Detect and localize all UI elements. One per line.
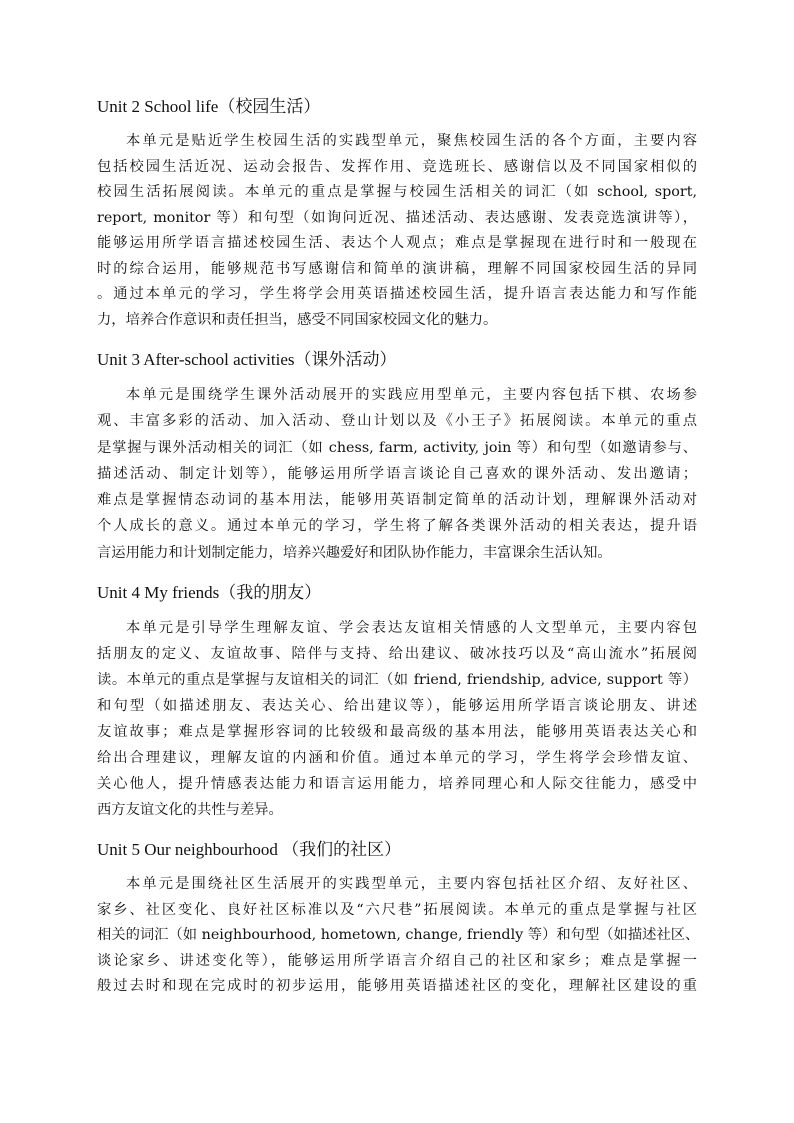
paragraph-line: 家乡、社区变化、良好社区标准以及“六尺巷”拓展阅读。本单元的重点是掌握与社区 [97,901,697,918]
unit-2-paragraph [97,129,697,333]
paragraph-line: 关心他人，提升情感表达能力和语言运用能力，培养同理心和人际交往能力，感受中 [97,776,697,793]
paragraph-line: 本单元是引导学生理解友谊、学会表达友谊相关情感的人文型单元，主要内容包 [126,620,697,637]
unit-2-section [97,94,697,333]
unit-4-title: Unit 4 My friends（我的朋友） [97,583,322,603]
paragraph-line: 般过去时和现在完成时的初步运用，能够用英语描述社区的变化，理解社区建设的重 [97,978,697,995]
paragraph-line: 描述活动、制定计划等），能够运用所学语言谈论自己喜欢的课外活动、发出邀请； [97,465,697,482]
paragraph-line: 言运用能力和计划制定能力，培养兴趣爱好和团队协作能力，丰富课余生活认知。 [97,544,612,561]
paragraph-line: 本单元是围绕学生课外活动展开的实践应用型单元，主要内容包括下棋、农场参 [126,387,697,403]
paragraph-line: 相关的词汇（如 neighbourhood, hometown, change, friendly 等）和句型（如描述社区、 [97,927,700,944]
paragraph-line: 校园生活拓展阅读。本单元的重点是掌握与校园生活相关的词汇（如 school, sport, [97,184,697,200]
paragraph-line: 给出合理建议，理解友谊的内涵和价值。通过本单元的学习，学生将学会珍惜友谊、 [97,750,697,767]
unit-4-paragraph [97,615,697,823]
paragraph-line: 时的综合运用，能够规范书写感谢信和简单的演讲稿，理解不同国家校园生活的异同 [97,260,697,277]
document-content [97,94,700,1014]
paragraph-line: 能够运用所学语言描述校园生活、表达个人观点；难点是掌握现在进行时和一般现在 [97,235,697,251]
paragraph-line: 难点是掌握情态动词的基本用法，能够用英语制定简单的活动计划，理解课外活动对 [97,492,697,509]
paragraph-line: 友谊故事；难点是掌握形容词的比较级和最高级的基本用法，能够用英语表达关心和 [97,724,697,741]
paragraph-line: 观、丰富多彩的活动、加入活动、登山计划以及《小王子》拓展阅读。本单元的重点 [97,413,697,430]
unit-2-title: Unit 2 School life（校园生活） [97,97,321,116]
paragraph-line: 读。本单元的重点是掌握与友谊相关的词汇（如 friend, friendship, advice, support 等） [97,672,697,689]
unit-3-section [97,347,697,566]
unit-3-paragraph [97,382,697,566]
unit-4-section [97,580,697,823]
unit-5-title: Unit 5 Our neighbourhood （我们的社区） [97,840,402,860]
paragraph-line: 西方友谊文化的共性与差异。 [97,802,283,819]
paragraph-line: 个人成长的意义。通过本单元的学习，学生将了解各类课外活动的相关表达，提升语 [97,518,697,535]
paragraph-line: 本单元是贴近学生校园生活的实践型单元，聚焦校园生活的各个方面，主要内容 [126,133,697,149]
paragraph-line: 括朋友的定义、友谊故事、陪伴与支持、给出建议、破冰技巧以及“高山流水”拓展阅 [97,646,697,663]
unit-5-paragraph [97,872,700,1000]
paragraph-line: report, monitor 等）和句型（如询问近况、描述活动、表达感谢、发表竞选演讲等）， [97,209,697,226]
paragraph-line: 本单元是围绕社区生活展开的实践型单元，主要内容包括社区介绍、友好社区、 [126,876,697,893]
unit-5-section [97,837,700,1000]
paragraph-line: 是掌握与课外活动相关的词汇（如 chess, farm, activity, join 等）和句型（如邀请参与、 [97,439,697,456]
paragraph-line: 谈论家乡、讲述变化等），能够运用所学语言介绍自己的社区和家乡；难点是掌握一 [97,952,697,969]
paragraph-line: 。通过本单元的学习，学生将学会用英语描述校园生活，提升语言表达能力和写作能 [97,286,697,302]
unit-3-title: Unit 3 After-school activities（课外活动） [97,350,397,369]
paragraph-line: 和句型（如描述朋友、表达关心、给出建议等），能够运用所学语言谈论朋友、讲述 [97,698,697,715]
paragraph-line: 包括校园生活近况、运动会报告、发挥作用、竞选班长、感谢信以及不同国家相似的 [97,158,697,175]
paragraph-line: 力，培养合作意识和责任担当，感受不同国家校园文化的魅力。 [97,311,498,328]
